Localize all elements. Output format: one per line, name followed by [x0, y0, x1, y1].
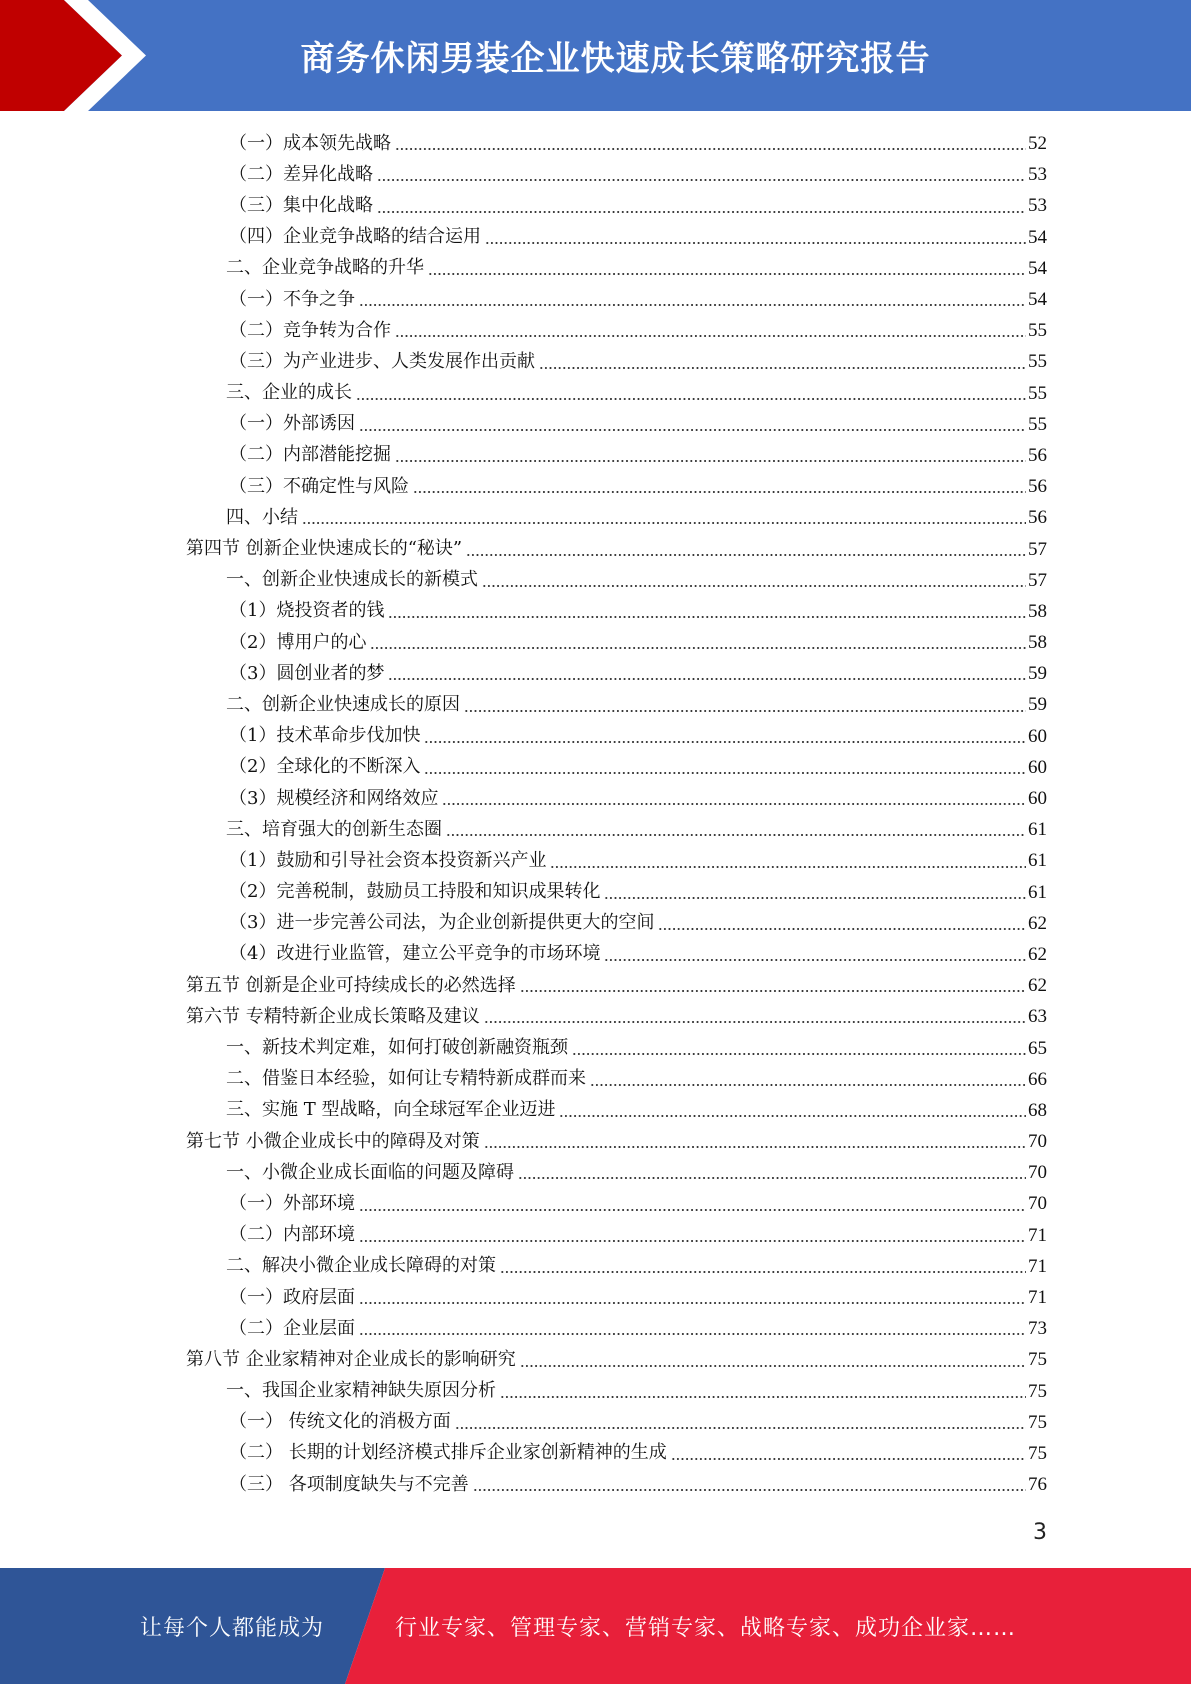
toc-entry[interactable] — [0, 409, 1191, 440]
toc-entry[interactable] — [0, 253, 1191, 284]
dot-leader — [302, 507, 1026, 525]
toc-entry-page: 70 — [1028, 1131, 1047, 1153]
toc-entry-label: （一）政府层面 — [229, 1286, 355, 1308]
toc-entry-label: （3）进一步完善公司法，为企业创新提供更大的空间 — [229, 912, 655, 934]
dot-leader — [424, 726, 1026, 744]
toc-entry-page: 54 — [1028, 257, 1047, 279]
toc-entry-label: （1）鼓励和引导社会资本投资新兴产业 — [229, 849, 547, 871]
toc-entry-label: 三、企业的成长 — [226, 382, 352, 404]
toc-entry-label: （2）完善税制，鼓励员工持股和知识成果转化 — [229, 881, 601, 903]
toc-entry-label: （一）外部环境 — [229, 1192, 355, 1214]
toc-entry[interactable] — [0, 1438, 1191, 1469]
toc-entry[interactable] — [0, 877, 1191, 908]
toc-entry-page: 60 — [1028, 756, 1047, 778]
header-banner — [0, 0, 1191, 111]
dot-leader — [485, 227, 1026, 245]
toc-entry-page: 56 — [1028, 444, 1047, 466]
toc-entry[interactable] — [0, 1064, 1191, 1095]
toc-entry[interactable] — [0, 1126, 1191, 1157]
toc-entry-page: 57 — [1028, 569, 1047, 591]
toc-entry[interactable] — [0, 315, 1191, 346]
toc-entry[interactable] — [0, 1220, 1191, 1251]
toc-entry-page: 71 — [1028, 1255, 1047, 1277]
dot-leader — [520, 975, 1026, 993]
toc-entry-label: （2）全球化的不断深入 — [229, 756, 421, 778]
dot-leader — [484, 1131, 1026, 1149]
toc-entry-label: （4）改进行业监管，建立公平竞争的市场环境 — [229, 943, 601, 965]
toc-entry-page: 54 — [1028, 226, 1047, 248]
toc-entry[interactable] — [0, 721, 1191, 752]
toc-entry[interactable] — [0, 1157, 1191, 1188]
toc-entry-page: 71 — [1028, 1287, 1047, 1309]
toc-entry[interactable] — [0, 1282, 1191, 1313]
toc-entry-label: （三）不确定性与风险 — [229, 475, 409, 497]
toc-entry-page: 68 — [1028, 1099, 1047, 1121]
toc-entry-label: 一、新技术判定难，如何打破创新融资瓶颈 — [226, 1037, 568, 1059]
page-title: 商务休闲男装企业快速成长策略研究报告 — [300, 39, 931, 79]
footer-slogan-left: 让每个人都能成为 — [139, 1615, 324, 1641]
toc-entry-label: 第八节 企业家精神对企业成长的影响研究 — [186, 1348, 516, 1370]
toc-entry-label: （四）企业竞争战略的结合运用 — [229, 226, 481, 248]
dot-leader — [428, 258, 1026, 276]
toc-entry-label: （一） 传统文化的消极方面 — [229, 1411, 451, 1433]
dot-leader — [413, 476, 1026, 494]
dot-leader — [500, 1256, 1026, 1274]
toc-entry[interactable] — [0, 939, 1191, 970]
toc-entry[interactable] — [0, 1188, 1191, 1219]
toc-entry-label: 一、小微企业成长面临的问题及障碍 — [226, 1161, 514, 1183]
dot-leader — [590, 1069, 1026, 1087]
dot-leader — [359, 1194, 1026, 1212]
toc-entry-page: 75 — [1028, 1349, 1047, 1371]
dot-leader — [539, 352, 1026, 370]
toc-entry-label: （二）差异化战略 — [229, 163, 373, 185]
toc-entry-label: 一、创新企业快速成长的新模式 — [226, 569, 478, 591]
toc-entry[interactable] — [0, 1095, 1191, 1126]
toc-entry-page: 61 — [1028, 850, 1047, 872]
toc-entry-page: 54 — [1028, 289, 1047, 311]
toc-entry[interactable] — [0, 1344, 1191, 1375]
toc-entry[interactable] — [0, 1251, 1191, 1282]
dot-leader — [671, 1443, 1026, 1461]
toc-entry-label: 二、创新企业快速成长的原因 — [226, 693, 460, 715]
toc-entry-page: 55 — [1028, 320, 1047, 342]
toc-entry[interactable] — [0, 440, 1191, 471]
toc-entry[interactable] — [0, 159, 1191, 190]
toc-entry[interactable] — [0, 752, 1191, 783]
toc-entry-page: 75 — [1028, 1411, 1047, 1433]
toc-entry-page: 55 — [1028, 382, 1047, 404]
toc-entry-page: 52 — [1028, 133, 1047, 155]
toc-entry[interactable] — [0, 346, 1191, 377]
toc-entry-label: （2）博用户的心 — [229, 631, 367, 653]
toc-entry[interactable] — [0, 284, 1191, 315]
dot-leader — [356, 383, 1026, 401]
toc-entry-label: （二）企业层面 — [229, 1317, 355, 1339]
toc-entry-page: 55 — [1028, 413, 1047, 435]
toc-entry-label: 三、实施 T 型战略，向全球冠军企业迈进 — [226, 1099, 556, 1121]
dot-leader — [395, 320, 1026, 338]
toc-entry-label: （3）规模经济和网络效应 — [229, 787, 439, 809]
toc-entry-page: 60 — [1028, 788, 1047, 810]
footer-banner — [0, 1568, 1191, 1684]
toc-entry-label: （一）不争之争 — [229, 288, 355, 310]
toc-entry-page: 61 — [1028, 881, 1047, 903]
dot-leader — [658, 913, 1026, 931]
toc-entry-page: 56 — [1028, 476, 1047, 498]
toc-entry-page: 73 — [1028, 1318, 1047, 1340]
toc-entry-page: 61 — [1028, 819, 1047, 841]
toc-entry[interactable] — [0, 1001, 1191, 1032]
toc-entry-page: 62 — [1028, 943, 1047, 965]
toc-entry[interactable] — [0, 596, 1191, 627]
dot-leader — [464, 695, 1026, 713]
toc-entry-page: 55 — [1028, 351, 1047, 373]
toc-entry[interactable] — [0, 1032, 1191, 1063]
dot-leader — [395, 133, 1026, 151]
toc-entry-page: 58 — [1028, 600, 1047, 622]
toc-entry-label: （3）圆创业者的梦 — [229, 662, 385, 684]
dot-leader — [388, 601, 1026, 619]
toc-entry[interactable] — [0, 1376, 1191, 1407]
toc-entry[interactable] — [0, 565, 1191, 596]
toc-entry[interactable] — [0, 845, 1191, 876]
toc-entry-page: 60 — [1028, 725, 1047, 747]
toc-entry-label: 四、小结 — [226, 506, 298, 528]
toc-entry-label: 二、借鉴日本经验，如何让专精特新成群而来 — [226, 1068, 586, 1090]
toc-entry-label: （一）外部诱因 — [229, 413, 355, 435]
toc-entry[interactable] — [0, 627, 1191, 658]
toc-entry[interactable] — [0, 222, 1191, 253]
dot-leader — [388, 663, 1026, 681]
toc-entry-label: （三）为产业进步、人类发展作出贡献 — [229, 350, 535, 372]
table-of-contents — [0, 128, 1191, 1500]
dot-leader — [604, 944, 1026, 962]
toc-entry-page: 59 — [1028, 694, 1047, 716]
dot-leader — [424, 757, 1026, 775]
toc-entry-label: （一）成本领先战略 — [229, 132, 391, 154]
toc-entry-label: （1）技术革命步伐加快 — [229, 725, 421, 747]
dot-leader — [466, 539, 1026, 557]
toc-entry-label: （二）内部潜能挖掘 — [229, 444, 391, 466]
dot-leader — [473, 1474, 1026, 1492]
toc-entry-label: 二、企业竞争战略的升华 — [226, 257, 424, 279]
toc-entry[interactable] — [0, 783, 1191, 814]
toc-entry-page: 57 — [1028, 538, 1047, 560]
toc-entry-page: 58 — [1028, 632, 1047, 654]
dot-leader — [484, 1006, 1026, 1024]
dot-leader — [370, 632, 1026, 650]
toc-entry-label: （三）集中化战略 — [229, 194, 373, 216]
toc-entry-label: 第四节 创新企业快速成长的“秘诀” — [186, 538, 463, 560]
dot-leader — [377, 164, 1026, 182]
toc-entry-page: 56 — [1028, 507, 1047, 529]
toc-entry-label: 三、培育强大的创新生态圈 — [226, 818, 442, 840]
toc-entry-label: 二、解决小微企业成长障碍的对策 — [226, 1255, 496, 1277]
toc-entry-page: 53 — [1028, 164, 1047, 186]
toc-entry-page: 63 — [1028, 1006, 1047, 1028]
toc-entry-label: 一、我国企业家精神缺失原因分析 — [226, 1380, 496, 1402]
dot-leader — [520, 1350, 1026, 1368]
toc-entry-page: 59 — [1028, 663, 1047, 685]
toc-entry[interactable] — [0, 502, 1191, 533]
dot-leader — [359, 289, 1026, 307]
footer-slogan-right: 行业专家、管理专家、营销专家、战略专家、成功企业家…… — [395, 1615, 1017, 1641]
dot-leader — [359, 414, 1026, 432]
toc-entry-label: 第六节 专精特新企业成长策略及建议 — [186, 1005, 480, 1027]
toc-entry-page: 62 — [1028, 912, 1047, 934]
dot-leader — [604, 882, 1026, 900]
dot-leader — [359, 1287, 1026, 1305]
dot-leader — [455, 1412, 1026, 1430]
toc-entry[interactable] — [0, 533, 1191, 564]
toc-entry-label: （二）竞争转为合作 — [229, 319, 391, 341]
toc-entry[interactable] — [0, 471, 1191, 502]
page-number: 3 — [1033, 1520, 1047, 1545]
toc-entry[interactable] — [0, 689, 1191, 720]
toc-entry[interactable] — [0, 970, 1191, 1001]
toc-entry-page: 71 — [1028, 1224, 1047, 1246]
toc-entry-page: 75 — [1028, 1380, 1047, 1402]
toc-entry-label: （二） 长期的计划经济模式排斥企业家创新精神的生成 — [229, 1442, 667, 1464]
dot-leader — [359, 1225, 1026, 1243]
toc-entry-label: 第五节 创新是企业可持续成长的必然选择 — [186, 974, 516, 996]
toc-entry[interactable] — [0, 128, 1191, 159]
toc-entry[interactable] — [0, 378, 1191, 409]
toc-entry-page: 62 — [1028, 975, 1047, 997]
toc-entry-page: 66 — [1028, 1068, 1047, 1090]
dot-leader — [500, 1381, 1026, 1399]
dot-leader — [518, 1162, 1026, 1180]
toc-entry[interactable] — [0, 908, 1191, 939]
toc-entry-page: 75 — [1028, 1442, 1047, 1464]
dot-leader — [482, 570, 1026, 588]
toc-entry[interactable] — [0, 1407, 1191, 1438]
toc-entry-page: 76 — [1028, 1474, 1047, 1496]
toc-entry-page: 70 — [1028, 1162, 1047, 1184]
toc-entry-label: （三） 各项制度缺失与不完善 — [229, 1473, 469, 1495]
toc-entry[interactable] — [0, 658, 1191, 689]
dot-leader — [395, 445, 1026, 463]
dot-leader — [377, 196, 1026, 214]
toc-entry-page: 65 — [1028, 1037, 1047, 1059]
toc-entry[interactable] — [0, 1469, 1191, 1500]
toc-entry[interactable] — [0, 190, 1191, 221]
toc-entry[interactable] — [0, 814, 1191, 845]
toc-entry-page: 53 — [1028, 195, 1047, 217]
toc-entry-label: 第七节 小微企业成长中的障碍及对策 — [186, 1130, 480, 1152]
dot-leader — [442, 788, 1026, 806]
toc-entry[interactable] — [0, 1313, 1191, 1344]
dot-leader — [559, 1100, 1026, 1118]
dot-leader — [446, 819, 1026, 837]
toc-entry-page: 70 — [1028, 1193, 1047, 1215]
dot-leader — [359, 1318, 1026, 1336]
dot-leader — [572, 1038, 1026, 1056]
toc-entry-label: （1）烧投资者的钱 — [229, 600, 385, 622]
dot-leader — [550, 851, 1026, 869]
chevron-arrow-icon — [0, 0, 160, 111]
toc-entry-label: （二）内部环境 — [229, 1224, 355, 1246]
